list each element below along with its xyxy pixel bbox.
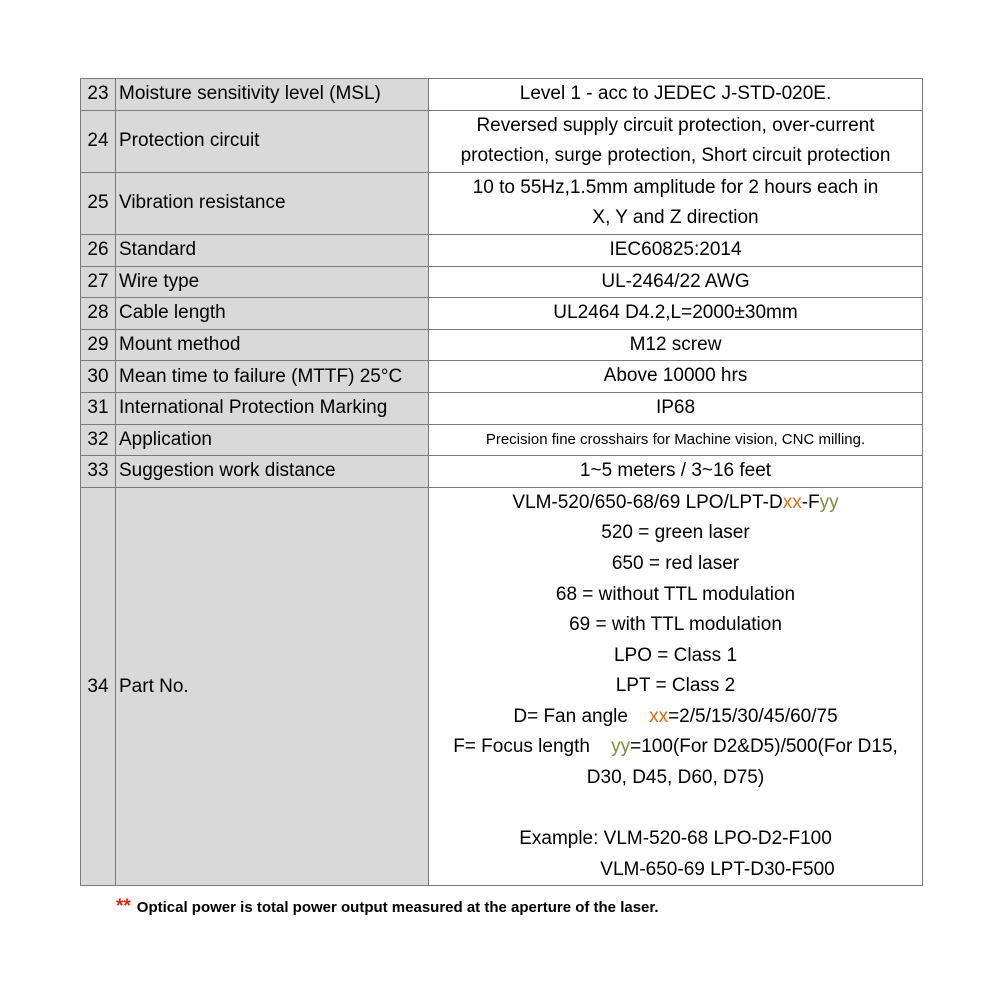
table-row	[81, 361, 923, 393]
row-value	[429, 392, 923, 424]
row-number: 30	[81, 361, 116, 393]
table-row	[81, 266, 923, 298]
row-value-line: UL2464 D4.2,L=2000±30mm	[553, 302, 798, 324]
fan-xx: xx	[649, 705, 669, 727]
focus-values: =100(For D2&D5)/500(For D15,	[630, 736, 898, 758]
table-row	[81, 329, 923, 361]
row-value	[429, 329, 923, 361]
footnote	[116, 896, 659, 918]
blank-line	[429, 794, 922, 825]
row-number: 31	[81, 392, 116, 424]
row-label: Vibration resistance	[116, 172, 429, 234]
table-row	[81, 392, 923, 424]
table-row	[81, 110, 923, 172]
row-value-line: 10 to 55Hz,1.5mm amplitude for 2 hours each in	[472, 176, 879, 198]
model-mid: -F	[801, 491, 820, 513]
row-value-line: M12 screw	[629, 333, 722, 355]
row-value	[429, 456, 923, 488]
row-label: Part No.	[116, 487, 429, 886]
row-label: International Protection Marking	[116, 392, 429, 424]
row-number: 28	[81, 298, 116, 330]
row-value	[429, 172, 923, 234]
footnote-text: Optical power is total power output measured at the aperture of the laser.	[136, 899, 659, 916]
row-value-line: Precision fine crosshairs for Machine vision, CNC milling.	[485, 430, 866, 448]
table-row	[81, 456, 923, 488]
part-no-line-lpo: LPO = Class 1	[613, 644, 738, 666]
row-number: 27	[81, 266, 116, 298]
spec-table	[80, 78, 923, 886]
row-value	[429, 79, 923, 111]
fan-label: D= Fan angle	[513, 705, 628, 727]
part-no-line-lpt: LPT = Class 2	[615, 675, 736, 697]
fan-values: =2/5/15/30/45/60/75	[668, 705, 838, 727]
part-no-example-2: VLM-650-69 LPT-D30-F500	[600, 858, 835, 880]
row-number: 33	[81, 456, 116, 488]
row-label: Mean time to failure (MTTF) 25°C	[116, 361, 429, 393]
model-xx: xx	[782, 491, 802, 513]
row-value	[429, 234, 923, 266]
row-value-line: protection, surge protection, Short circuit protection	[460, 145, 891, 167]
row-number: 23	[81, 79, 116, 111]
row-value	[429, 266, 923, 298]
model-yy: yy	[819, 491, 839, 513]
focus-label: F= Focus length	[453, 736, 590, 758]
row-value	[429, 361, 923, 393]
row-value-line: IP68	[655, 396, 696, 418]
table-row	[81, 424, 923, 456]
model-prefix: VLM-520/650-68/69 LPO/LPT-D	[512, 491, 783, 513]
part-no-focus-length-2: D30, D45, D60, D75)	[586, 767, 765, 789]
row-value	[429, 110, 923, 172]
part-no-model	[429, 488, 922, 519]
part-no-value	[429, 487, 923, 886]
row-value-line: UL-2464/22 AWG	[601, 270, 750, 292]
table-row	[81, 79, 923, 111]
row-label: Suggestion work distance	[116, 456, 429, 488]
part-no-example-1: Example: VLM-520-68 LPO-D2-F100	[519, 828, 832, 850]
row-value-line: X, Y and Z direction	[592, 207, 759, 229]
table-row	[81, 298, 923, 330]
part-no-line-650: 650 = red laser	[611, 552, 740, 574]
part-no-line-69: 69 = with TTL modulation	[569, 614, 782, 636]
footnote-stars: **	[116, 896, 131, 917]
table-row-part-no	[81, 487, 923, 886]
part-no-line-520: 520 = green laser	[601, 522, 750, 544]
row-number: 34	[81, 487, 116, 886]
part-no-fan-angle	[429, 702, 922, 733]
table-row	[81, 172, 923, 234]
row-number: 24	[81, 110, 116, 172]
row-label: Cable length	[116, 298, 429, 330]
row-value-line: IEC60825:2014	[609, 238, 742, 260]
table-row	[81, 234, 923, 266]
row-number: 25	[81, 172, 116, 234]
row-label: Moisture sensitivity level (MSL)	[116, 79, 429, 111]
row-number: 26	[81, 234, 116, 266]
row-value-line: Level 1 - acc to JEDEC J-STD-020E.	[519, 83, 832, 104]
row-label: Protection circuit	[116, 110, 429, 172]
row-value-line: Reversed supply circuit protection, over-current	[476, 114, 875, 136]
row-label: Wire type	[116, 266, 429, 298]
part-no-focus-length	[429, 732, 922, 763]
row-label: Mount method	[116, 329, 429, 361]
part-no-line-68: 68 = without TTL modulation	[555, 583, 796, 605]
row-number: 32	[81, 424, 116, 456]
row-number: 29	[81, 329, 116, 361]
row-label: Application	[116, 424, 429, 456]
row-value	[429, 424, 923, 456]
row-value-line: Above 10000 hrs	[603, 365, 748, 387]
row-value-line: 1~5 meters / 3~16 feet	[579, 460, 772, 482]
focus-yy: yy	[611, 736, 631, 758]
row-value	[429, 298, 923, 330]
row-label: Standard	[116, 234, 429, 266]
spec-table-body	[81, 79, 923, 488]
